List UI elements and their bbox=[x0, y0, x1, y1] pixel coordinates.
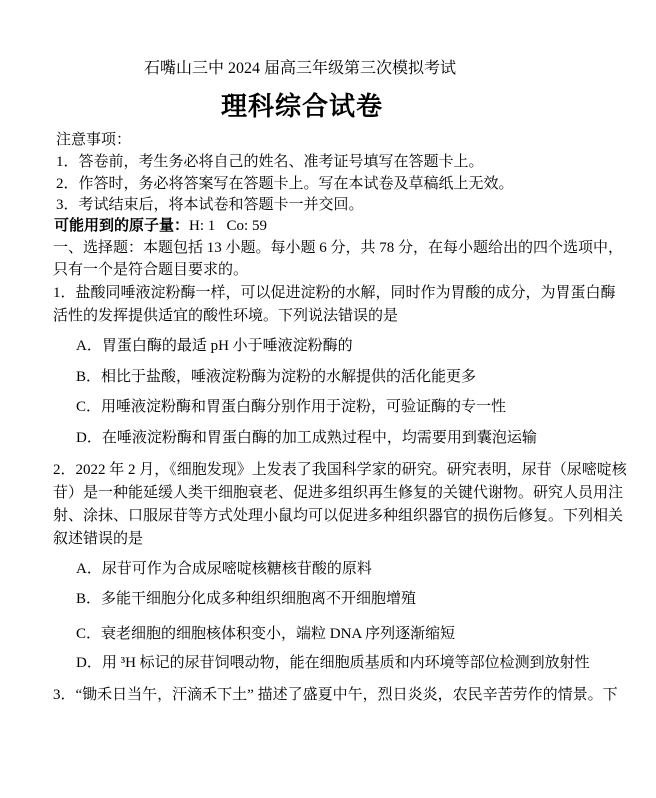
question-1-stem-line-2: 活性的发挥提供适宜的酸性环境。下列说法错误的是 bbox=[53, 308, 399, 324]
section-one-line-1: 一、选择题：本题包括 13 小题。每小题 6 分，共 78 分，在每小题给出的四个选项中， bbox=[53, 240, 624, 256]
question-2-stem-line-3: 射、涂抹、口服尿苷等方式处理小鼠均可以促进多种组织器官的损伤后修复。下列相关 bbox=[53, 508, 624, 524]
question-3-stem-line-1: 3．“锄禾日当午，汗滴禾下土” 描述了盛夏中午，烈日炎炎，农民辛苦劳作的情景。下 bbox=[53, 687, 618, 703]
question-1-option-a: A．胃蛋白酶的最适 pH 小于唾液淀粉酶的 bbox=[76, 338, 353, 354]
school-exam-title: 石嘴山三中 2024 届高三年级第三次模拟考试 bbox=[143, 60, 456, 77]
question-1-stem-line-1: 1．盐酸同唾液淀粉酶一样，可以促进淀粉的水解，同时作为胃酸的成分，为胃蛋白酶 bbox=[53, 285, 616, 301]
question-2-option-a: A．尿苷可作为合成尿嘧啶核糖核苷酸的原料 bbox=[76, 561, 372, 577]
atomic-mass-line bbox=[54, 217, 267, 235]
question-2-stem-line-4: 叙述错误的是 bbox=[53, 531, 144, 547]
question-2-stem-line-1: 2．2022 年 2 月，《细胞发现》上发表了我国科学家的研究。研究表明，尿苷（尿嘧啶核 bbox=[53, 462, 627, 478]
question-2-stem-line-2: 苷）是一种能延缓人类干细胞衰老、促进多组织再生修复的关键代谢物。研究人员用注 bbox=[53, 485, 624, 501]
question-2-option-d: D．用 ³H 标记的尿苷饲喂动物，能在细胞质基质和内环境等部位检测到放射性 bbox=[76, 655, 590, 671]
atomic-mass-label: 可能用到的原子量： bbox=[54, 217, 190, 234]
question-1-option-b: B．相比于盐酸，唾液淀粉酶为淀粉的水解提供的活化能更多 bbox=[76, 369, 477, 385]
question-1-option-c: C．用唾液淀粉酶和胃蛋白酶分别作用于淀粉，可验证酶的专一性 bbox=[76, 399, 507, 415]
paper-title: 理科综合试卷 bbox=[220, 91, 383, 121]
notice-item-2: 2．作答时，务必将答案写在答题卡上。写在本试卷及草稿纸上无效。 bbox=[56, 176, 514, 192]
question-1-option-d: D．在唾液淀粉酶和胃蛋白酶的加工成熟过程中，均需要用到囊泡运输 bbox=[76, 430, 537, 446]
question-2-option-b: B．多能干细胞分化成多种组织细胞离不开细胞增殖 bbox=[76, 591, 417, 607]
notice-item-1: 1．答卷前，考生务必将自己的姓名、准考证号填写在答题卡上。 bbox=[56, 154, 484, 170]
question-2-option-c: C．衰老细胞的细胞核体积变小，端粒 DNA 序列逐渐缩短 bbox=[76, 626, 456, 642]
notice-heading: 注意事项： bbox=[56, 132, 132, 148]
section-one-line-2: 只有一个是符合题目要求的。 bbox=[53, 262, 249, 278]
atomic-mass-values: H: 1 Co: 59 bbox=[189, 218, 267, 234]
notice-item-3: 3．考试结束后，将本试卷和答题卡一并交回。 bbox=[56, 197, 364, 213]
